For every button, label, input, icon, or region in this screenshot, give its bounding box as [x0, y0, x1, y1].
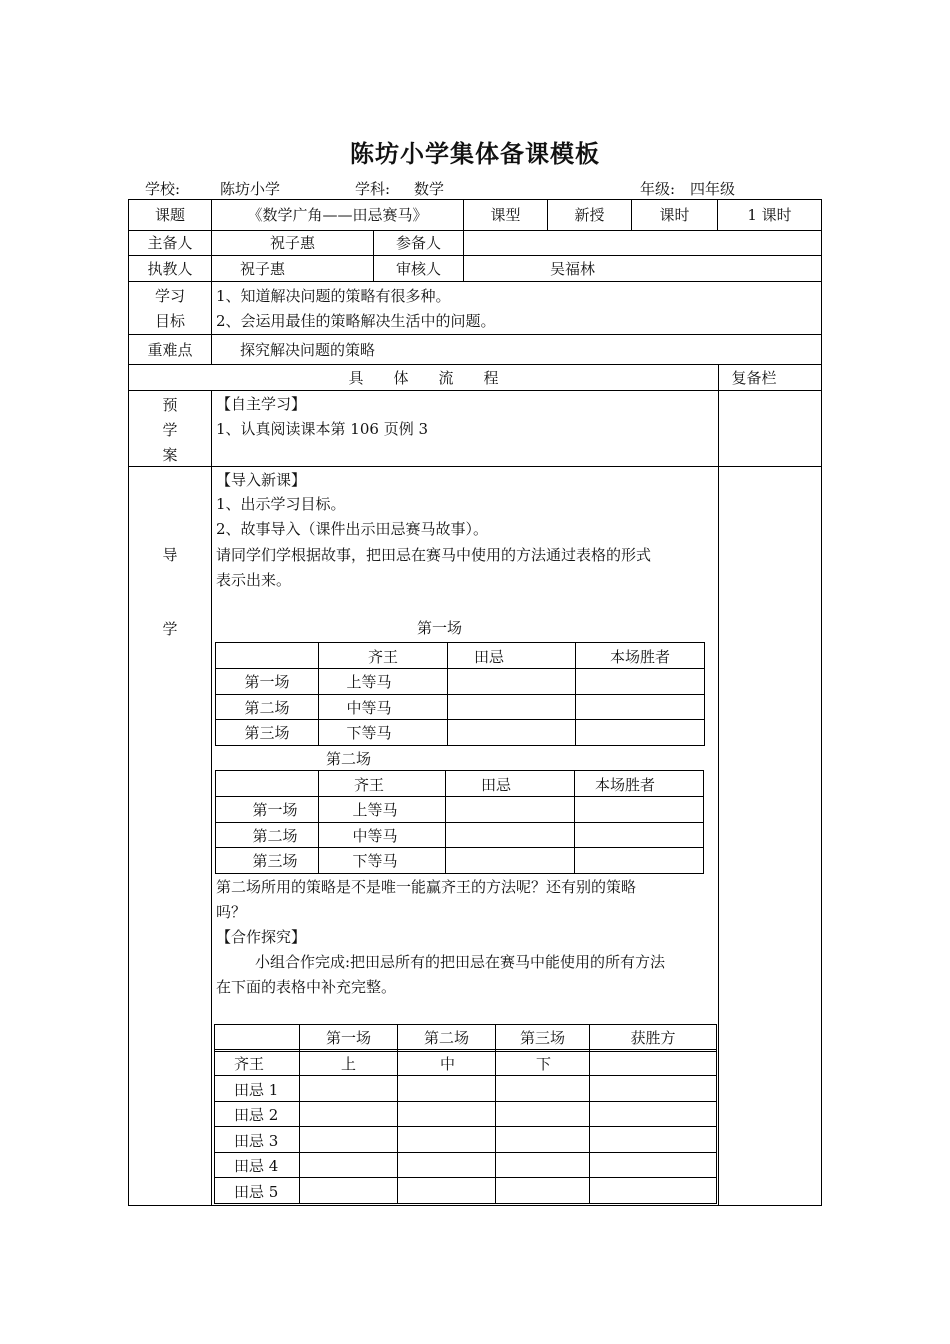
strategy-header: 第一场: [325, 1029, 371, 1047]
preview-label-char: 案: [162, 446, 178, 464]
table-cell: 中等马: [346, 699, 392, 717]
subject-value: 数学: [414, 180, 445, 198]
strategy-header: 获胜方: [630, 1029, 676, 1047]
goal-item: 1、知道解决问题的策略有很多种。: [216, 287, 451, 305]
table-header: 本场胜者: [594, 776, 655, 794]
hours-label: 课时: [659, 206, 690, 224]
school-label: 学校:: [145, 180, 181, 198]
type-label: 课型: [490, 206, 521, 224]
table-cell: 第二场: [244, 699, 290, 717]
strategy-row-label: 田忌 3: [234, 1132, 279, 1150]
review-label: 复备栏: [731, 369, 777, 387]
table-cell: 中等马: [352, 827, 398, 845]
guide-paragraph: 请同学们学根据故事，把田忌在赛马中使用的方法通过表格的形式: [216, 546, 652, 564]
table-cell: 第三场: [252, 852, 298, 870]
strategy-row-label: 田忌 1: [234, 1081, 279, 1099]
key-label: 重难点: [147, 341, 193, 359]
type-value: 新授: [574, 206, 605, 224]
guide-item: 2、故事导入（课件出示田忌赛马故事）。: [216, 520, 489, 538]
question-text: 吗？: [216, 903, 247, 921]
preview-item: 1、认真阅读课本第 106 页例 3: [216, 420, 429, 438]
strategy-row-label: 田忌 4: [234, 1157, 279, 1175]
table-caption: 第二场: [326, 750, 372, 768]
lead-label: 主备人: [147, 234, 193, 252]
table-cell: 第一场: [252, 801, 298, 819]
table-cell: 下等马: [346, 724, 392, 742]
subject-label: 学科:: [355, 180, 391, 198]
teacher-label: 执教人: [147, 260, 193, 278]
preview-heading: 【自主学习】: [216, 395, 307, 413]
reviewer-value: 吴福林: [550, 260, 596, 278]
teacher-value: 祝子惠: [240, 260, 286, 278]
hours-value: 1 课时: [747, 206, 792, 224]
table-cell: 下等马: [352, 852, 398, 870]
preview-label-char: 预: [162, 396, 178, 414]
grade-label: 年级:: [640, 180, 676, 198]
guide-item: 1、出示学习目标。: [216, 495, 346, 513]
strategy-cell: 中: [440, 1055, 456, 1073]
strategy-cell: 下: [536, 1055, 552, 1073]
table-cell: 第二场: [252, 827, 298, 845]
guide-heading: 【导入新课】: [216, 471, 307, 489]
co-label: 参备人: [395, 234, 441, 252]
guide-label-char: 导: [162, 546, 178, 564]
grade-value: 四年级: [690, 180, 736, 198]
guide-paragraph: 表示出来。: [216, 571, 292, 589]
reviewer-label: 审核人: [395, 260, 441, 278]
strategy-row-label: 田忌 2: [234, 1106, 279, 1124]
table-header: 齐王: [367, 648, 398, 666]
table-cell: 第一场: [244, 673, 290, 691]
table-header: 齐王: [353, 776, 384, 794]
strategy-row-label: 田忌 5: [234, 1183, 279, 1201]
lead-value: 祝子惠: [269, 234, 315, 252]
topic-value: 《数学广角——田忌赛马》: [247, 206, 428, 224]
coop-text: 小组合作完成:把田忌所有的把田忌在赛马中能使用的所有方法: [255, 953, 666, 971]
strategy-row-label: 齐王: [234, 1055, 265, 1073]
key-value: 探究解决问题的策略: [240, 341, 376, 359]
coop-text: 在下面的表格中补充完整。: [216, 978, 397, 996]
strategy-cell: 上: [341, 1055, 357, 1073]
strategy-header: 第三场: [519, 1029, 565, 1047]
coop-heading: 【合作探究】: [216, 928, 307, 946]
page-title: 陈坊小学集体备课模板: [350, 139, 600, 168]
table-cell: 第三场: [244, 724, 290, 742]
goal-item: 2、会运用最佳的策略解决生活中的问题。: [216, 312, 496, 330]
goals-label-2: 目标: [154, 312, 185, 330]
goals-label-1: 学习: [154, 287, 185, 305]
guide-label-char: 学: [162, 620, 178, 638]
table-cell: 上等马: [352, 801, 398, 819]
question-text: 第二场所用的策略是不是唯一能赢齐王的方法呢？还有别的策略: [216, 878, 637, 896]
school-value: 陈坊小学: [220, 180, 281, 198]
process-label: 具 体 流 程: [348, 369, 499, 387]
table-header: 本场胜者: [609, 648, 670, 666]
preview-label-char: 学: [162, 421, 178, 439]
table-caption: 第一场: [417, 619, 463, 637]
table-header: 田忌: [480, 776, 511, 794]
table-cell: 上等马: [346, 673, 392, 691]
topic-label: 课题: [154, 206, 185, 224]
strategy-header: 第二场: [423, 1029, 469, 1047]
table-header: 田忌: [474, 648, 505, 666]
